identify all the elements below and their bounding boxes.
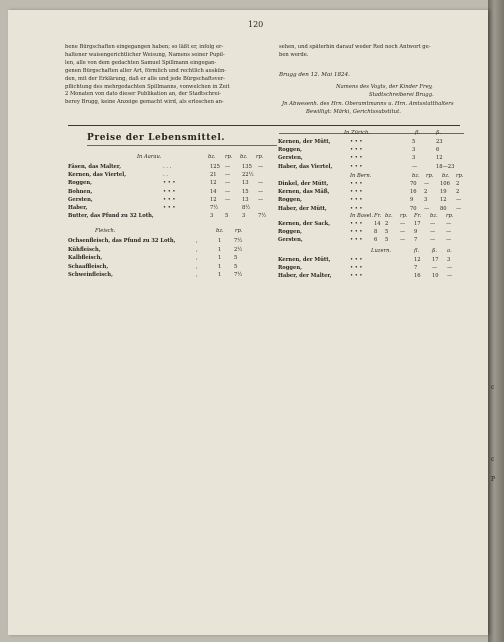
left-location: In Aarau. xyxy=(137,154,162,160)
price-cell: 5 xyxy=(412,139,416,145)
price-cell: 80 xyxy=(440,205,447,212)
leader-dots: • • • xyxy=(163,196,176,203)
basel-col-header: rp. xyxy=(446,213,454,219)
price-cell: — xyxy=(258,196,264,203)
table-row xyxy=(278,273,464,280)
price-cell: 12 xyxy=(210,196,217,203)
bern-location: In Bern. xyxy=(350,173,372,179)
left-col-header: rp. xyxy=(225,154,233,160)
item-label: Roggen, xyxy=(68,180,92,187)
price-cell: — xyxy=(424,181,430,187)
price-cell: 1 xyxy=(218,246,222,253)
paragraph-line: bene Bürgschaften eingegangen haben; so läßt er, infolg er- xyxy=(65,44,224,50)
left-col-header: rp. xyxy=(256,154,264,160)
leader-dots: , xyxy=(196,238,198,244)
section-title: Preise der Lebensmittel. xyxy=(87,133,226,143)
price-cell: — xyxy=(430,229,436,236)
price-cell: 13 xyxy=(242,180,249,187)
item-label: Roggen, xyxy=(278,265,302,272)
signature-line-2: Stadtschreiberei Brugg. xyxy=(369,92,434,98)
item-label: Dinkel, der Mütt, xyxy=(278,181,329,187)
price-cell: 7½ xyxy=(210,205,219,211)
price-cell: — xyxy=(446,221,452,227)
title-underline xyxy=(87,145,277,146)
price-cell: 9 xyxy=(414,229,418,236)
price-cell: — xyxy=(258,188,264,195)
item-label: Gersten, xyxy=(278,155,303,162)
price-cell: — xyxy=(456,205,462,212)
price-cell: 14 xyxy=(374,221,381,227)
edge-mark: c xyxy=(491,456,495,463)
price-cell: 17 xyxy=(414,221,421,227)
price-cell: 14 xyxy=(210,188,217,195)
table-row xyxy=(278,164,464,171)
item-label: Roggen, xyxy=(278,229,302,236)
item-label: Kalbfleisch, xyxy=(68,255,103,262)
price-cell: 7½ xyxy=(234,238,243,244)
price-cell: 21 xyxy=(210,172,217,179)
leader-dots: • • • xyxy=(350,237,363,244)
price-cell: — xyxy=(446,237,452,244)
leader-dots: • • • xyxy=(350,205,363,212)
price-cell: — xyxy=(225,196,231,203)
table-row xyxy=(278,147,464,154)
meat-col-header: rp. xyxy=(235,228,243,234)
paragraph-line: 2 Monaten von dato dieser Publikation an, der Stadtschrei- xyxy=(65,91,222,98)
price-cell: 1 xyxy=(218,255,222,262)
table-row xyxy=(278,206,464,213)
item-label: Kernen, der Sack, xyxy=(278,221,331,227)
table-row xyxy=(68,164,278,171)
item-label: Kernen, der Mütt, xyxy=(278,139,331,145)
price-cell: 70 xyxy=(410,181,417,187)
price-cell: 6 xyxy=(436,147,440,154)
leader-dots: • • • xyxy=(350,163,363,170)
bern-col-header: bz. xyxy=(412,173,420,179)
item-label: Ochsenfleisch, das Pfund zu 32 Loth, xyxy=(68,238,176,244)
bern-col-header: rp. xyxy=(456,173,464,179)
meat-col-header: bz. xyxy=(216,228,224,234)
paragraph-line: genen Bürgschaften aller Art, förmlich und rechtlich auskün- xyxy=(65,67,227,74)
price-cell: 70 xyxy=(410,205,417,212)
price-cell: 19 xyxy=(440,189,447,196)
item-label: Haber, der Mütt, xyxy=(278,205,327,212)
basel-col-header: Fr. xyxy=(414,213,422,219)
item-label: Kernen, das Mäß, xyxy=(278,189,330,196)
price-cell: 106 xyxy=(440,181,450,187)
price-cell: — xyxy=(412,163,418,170)
price-cell: 12 xyxy=(210,180,217,187)
table-row xyxy=(278,181,464,188)
price-cell: — xyxy=(447,265,453,272)
price-cell: 8 xyxy=(374,229,378,236)
paragraph-line: pflichtung des mehrgedachten Spillmanns, vonwelchen in Zeit xyxy=(65,83,230,90)
price-cell: 7½ xyxy=(258,213,267,220)
item-label: Schaaffleisch, xyxy=(68,263,109,270)
price-cell: — xyxy=(225,172,231,179)
price-cell: 12 xyxy=(436,155,443,162)
table-row xyxy=(278,155,464,162)
price-cell: 2 xyxy=(456,189,460,196)
bern-col-header: rp. xyxy=(426,173,434,179)
price-cell: 12 xyxy=(414,257,421,263)
paragraph-line: den, mit der Erklärung, daß er alle und jede Bürgschaftsver- xyxy=(65,75,225,82)
price-cell: — xyxy=(430,221,436,227)
page-number: 120 xyxy=(248,20,264,29)
price-cell: — xyxy=(400,221,406,227)
meat-section-label: Fleisch. xyxy=(95,228,116,234)
price-cell: 3 xyxy=(242,213,246,220)
item-label: Roggen, xyxy=(278,197,302,204)
price-cell: — xyxy=(225,188,231,195)
price-cell: 3 xyxy=(412,155,416,162)
bern-col-header: bz. xyxy=(442,173,450,179)
price-cell: 2½ xyxy=(234,246,243,253)
table-row xyxy=(278,229,464,236)
zurich-col-header: fl. xyxy=(415,130,421,136)
price-cell: 1 xyxy=(218,263,222,270)
leader-dots: • • • xyxy=(350,229,363,236)
leader-dots: . . xyxy=(163,172,168,179)
table-row xyxy=(278,265,464,272)
basel-col-header: bz. xyxy=(385,213,393,219)
item-label: Kernen, das Viertel, xyxy=(68,172,127,179)
price-cell: 3 xyxy=(424,197,428,204)
price-cell: 1 xyxy=(218,238,222,244)
item-label: Roggen, xyxy=(278,147,302,154)
table-row xyxy=(68,264,278,271)
price-cell: 5 xyxy=(234,255,238,262)
notice-paragraph-right xyxy=(279,44,465,60)
signature-line-1: Namens des Vogts, der Kinder Frey, xyxy=(336,84,433,90)
price-cell: 9 xyxy=(410,197,414,204)
left-col-header: bz. xyxy=(208,154,216,160)
zurich-location: In Zürich. xyxy=(344,130,371,136)
price-cell: — xyxy=(432,265,438,272)
price-cell: — xyxy=(456,197,462,204)
leader-dots: • • • xyxy=(350,221,363,227)
table-row xyxy=(278,139,464,146)
basel-location: In Basel. xyxy=(350,213,373,219)
table-row xyxy=(278,197,464,204)
leader-dots: • • • xyxy=(350,189,363,196)
leader-dots: , xyxy=(196,272,198,279)
leader-dots: • • • xyxy=(350,155,363,162)
price-cell: — xyxy=(400,237,406,244)
item-label: Bohnen, xyxy=(68,188,93,195)
price-cell: 7½ xyxy=(234,272,243,279)
item-label: Haber, das Viertel, xyxy=(278,163,333,170)
price-cell: 8½ xyxy=(242,205,251,211)
paragraph-line: haltener waisengerichtlicher Weisung, Namens seiner Pupil- xyxy=(65,51,225,58)
table-row xyxy=(68,189,278,196)
table-row xyxy=(68,255,278,262)
luzern-col-header: fl. xyxy=(414,248,420,254)
leader-dots: , xyxy=(196,263,198,270)
leader-dots: , xyxy=(196,255,198,262)
price-cell: 2 xyxy=(456,181,460,187)
price-cell: 12 xyxy=(440,197,447,204)
price-cell: 17 xyxy=(432,257,439,263)
leader-dots: • • • xyxy=(350,139,363,145)
table-row xyxy=(68,172,278,179)
item-label: Butter, das Pfund zu 32 Loth, xyxy=(68,213,154,220)
paragraph-line: sehen, und späterhin darauf weder Red noch Antwort ge- xyxy=(279,44,431,50)
price-cell: 16 xyxy=(410,189,417,196)
luzern-location: Luzern. xyxy=(371,248,392,254)
table-row xyxy=(68,238,278,245)
item-label: Kühfleisch, xyxy=(68,246,101,253)
price-cell: — xyxy=(447,273,453,280)
price-cell: 5 xyxy=(234,263,238,270)
left-col-header: bz. xyxy=(240,154,248,160)
table-row xyxy=(68,197,278,204)
signature-line-3: Jn Abwesenh. des Hrn. Oberamtmanns u. Hrn. Amtsstatthalters xyxy=(282,101,454,107)
price-cell: 5 xyxy=(225,213,229,220)
table-row xyxy=(68,205,278,212)
price-cell: 7 xyxy=(414,265,418,272)
item-label: Fäsen, das Malter, xyxy=(68,164,122,170)
adjacent-page-edge xyxy=(488,0,504,642)
price-cell: 22½ xyxy=(242,172,254,179)
price-cell: 16 xyxy=(414,273,421,280)
price-cell: 1 xyxy=(218,272,222,279)
leader-dots: , xyxy=(196,246,198,253)
price-cell: 3 xyxy=(447,257,451,263)
price-cell: 2 xyxy=(424,189,428,196)
dateline: Brugg den 12. Mai 1824. xyxy=(279,72,350,78)
price-cell: — xyxy=(258,180,264,187)
price-cell: 5 xyxy=(385,237,389,244)
zurich-col-header: ß. xyxy=(436,130,442,136)
table-row xyxy=(68,272,278,279)
leader-dots: • • • xyxy=(350,273,363,280)
price-cell: — xyxy=(400,229,406,236)
item-label: Kernen, der Mütt, xyxy=(278,257,331,263)
edge-mark: c xyxy=(491,384,495,391)
table-row xyxy=(278,189,464,196)
item-label: Haber, der Malter, xyxy=(278,273,332,280)
table-row xyxy=(278,221,464,228)
table-row xyxy=(278,237,464,244)
item-label: Haber, xyxy=(68,205,88,211)
basel-col-header: Fr. xyxy=(374,213,382,219)
section-rule xyxy=(68,125,460,126)
price-cell: 23 xyxy=(436,139,443,145)
leader-dots: • • • xyxy=(350,257,363,263)
price-cell: 5 xyxy=(385,229,389,236)
price-cell: 125 xyxy=(210,164,220,170)
edge-mark: P xyxy=(491,476,496,483)
paragraph-line: len, alle von dem gedachten Samuel Spillmann eingegan- xyxy=(65,59,217,66)
price-cell: — xyxy=(446,229,452,236)
notice-paragraph-left xyxy=(65,44,271,107)
leader-dots: • • • xyxy=(350,265,363,272)
item-label: Gersten, xyxy=(278,237,303,244)
price-cell: 15 xyxy=(242,188,249,195)
leader-dots: • • • xyxy=(163,180,176,187)
signature-line-4: Bewilligt: Märki, Gerichtssubstitut. xyxy=(306,109,401,115)
price-cell: 18—23 xyxy=(436,163,455,170)
leader-dots: • • • xyxy=(350,181,363,187)
price-cell: 7 xyxy=(414,237,418,244)
table-row xyxy=(68,213,278,220)
price-cell: — xyxy=(430,237,436,244)
price-cell: 13 xyxy=(242,196,249,203)
price-cell: 3 xyxy=(412,147,416,154)
table-row xyxy=(68,180,278,187)
price-cell: — xyxy=(424,205,430,212)
luzern-col-header: a. xyxy=(447,248,452,254)
table-row xyxy=(68,247,278,254)
price-cell: 6 xyxy=(374,237,378,244)
price-cell: 2 xyxy=(385,221,389,227)
price-cell: 10 xyxy=(432,273,439,280)
luzern-col-header: ß. xyxy=(432,248,438,254)
price-cell: — xyxy=(225,180,231,187)
leader-dots: . . . xyxy=(163,164,172,170)
basel-col-header: rp. xyxy=(400,213,408,219)
paragraph-line: berey Brugg, keine Anzeige gemacht wird, als erloschen an- xyxy=(65,99,224,106)
item-label: Schweinfleisch, xyxy=(68,272,113,279)
leader-dots: • • • xyxy=(350,147,363,154)
basel-col-header: bz. xyxy=(430,213,438,219)
paragraph-line: ben werde. xyxy=(279,51,309,58)
leader-dots: • • • xyxy=(163,188,176,195)
item-label: Gersten, xyxy=(68,196,93,203)
leader-dots: • • • xyxy=(350,197,363,204)
price-cell: 135 xyxy=(242,164,252,170)
table-row xyxy=(278,257,464,264)
price-cell: 3 xyxy=(210,213,214,220)
price-cell: — xyxy=(225,164,231,170)
price-cell: — xyxy=(258,164,264,170)
leader-dots: • • • xyxy=(163,205,176,211)
